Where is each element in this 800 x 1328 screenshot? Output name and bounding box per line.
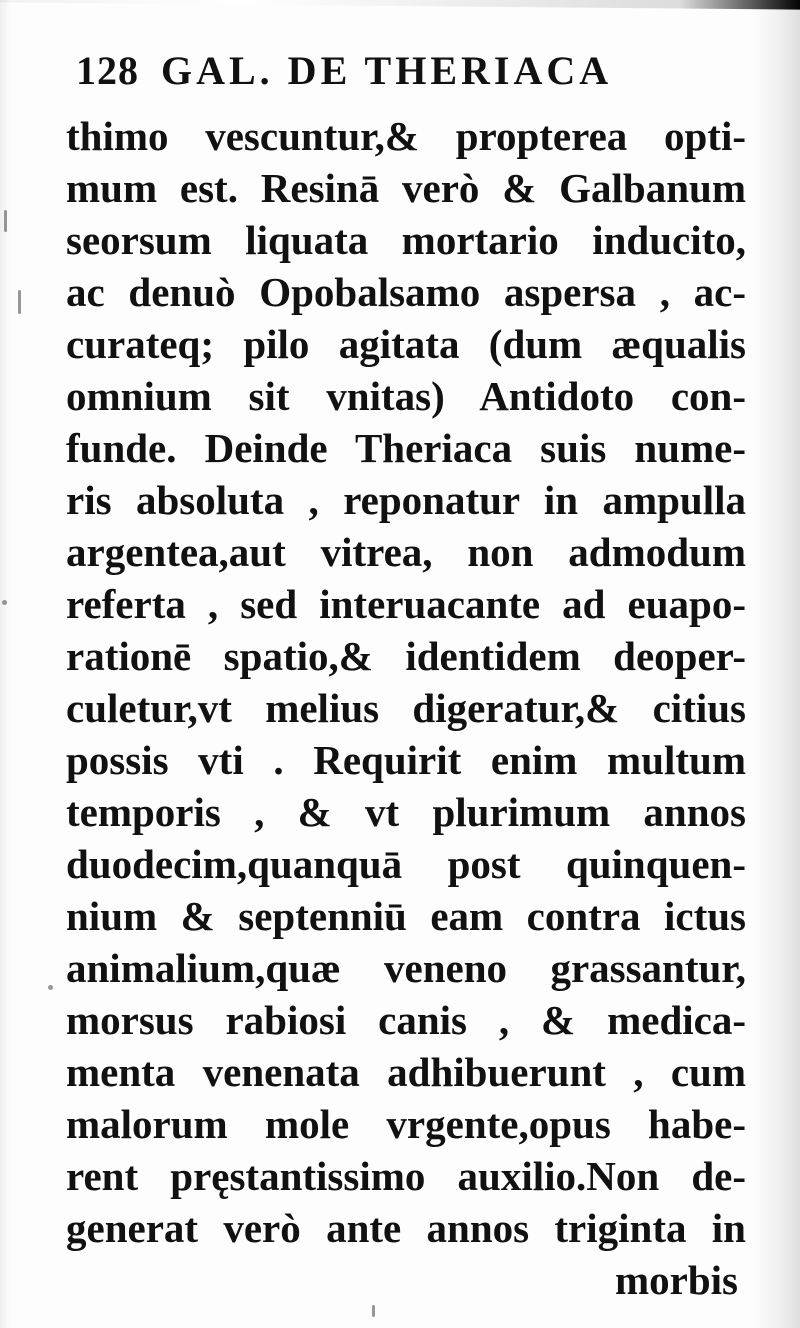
binding-shadow <box>752 0 800 1328</box>
text-line: argentea,aut vitrea, non admodum <box>66 529 746 575</box>
text-line: mum est. Resinā verò & Galbanum <box>66 165 746 211</box>
text-line: temporis , & vt plurimum annos <box>66 789 746 835</box>
page-number: 128 <box>76 48 139 93</box>
text-line: omnium sit vnitas) Antidoto con- <box>66 373 746 419</box>
running-title: GAL. DE THERIACA <box>161 48 613 93</box>
text-line: referta , sed interuacante ad euapo- <box>66 581 746 627</box>
text-line: duodecim,quanquā post quinquen- <box>66 841 746 887</box>
text-line: ac denuò Opobalsamo aspersa , ac- <box>66 269 746 315</box>
text-line: seorsum liquata mortario inducito, <box>66 217 746 263</box>
text-line: morsus rabiosi canis , & medica- <box>66 997 746 1043</box>
text-line: possis vti . Requirit enim multum <box>66 737 746 783</box>
body-text <box>66 110 746 1306</box>
ink-speck <box>48 985 53 990</box>
page-left-edge-shadow <box>0 0 10 1328</box>
ink-speck <box>372 1305 375 1317</box>
text-line: thimo vescuntur,& propterea opti- <box>66 113 746 159</box>
page-top-edge <box>0 0 800 16</box>
ink-speck <box>4 210 7 232</box>
ink-speck <box>2 600 7 605</box>
text-line: funde. Deinde Theriaca suis nume- <box>66 425 746 471</box>
ink-speck <box>18 290 21 314</box>
text-line: rationē spatio,& identidem deoper- <box>66 633 746 679</box>
text-line: curateq; pilo agitata (dum æqualis <box>66 321 746 367</box>
running-header <box>76 38 706 104</box>
text-line: rent pręstantissimo auxilio.Non de- <box>66 1153 746 1199</box>
text-line: nium & septenniū eam contra ictus <box>66 893 746 939</box>
text-line: malorum mole vrgente,opus habe- <box>66 1101 746 1147</box>
catchword: morbis <box>615 1257 738 1303</box>
text-line: ris absoluta , reponatur in ampulla <box>66 477 746 523</box>
text-line: culetur,vt melius digeratur,& citius <box>66 685 746 731</box>
text-line: animalium,quæ veneno grassantur, <box>66 945 746 991</box>
text-line: menta venenata adhibuerunt , cum <box>66 1049 746 1095</box>
text-line: generat verò ante annos triginta in <box>66 1205 746 1251</box>
